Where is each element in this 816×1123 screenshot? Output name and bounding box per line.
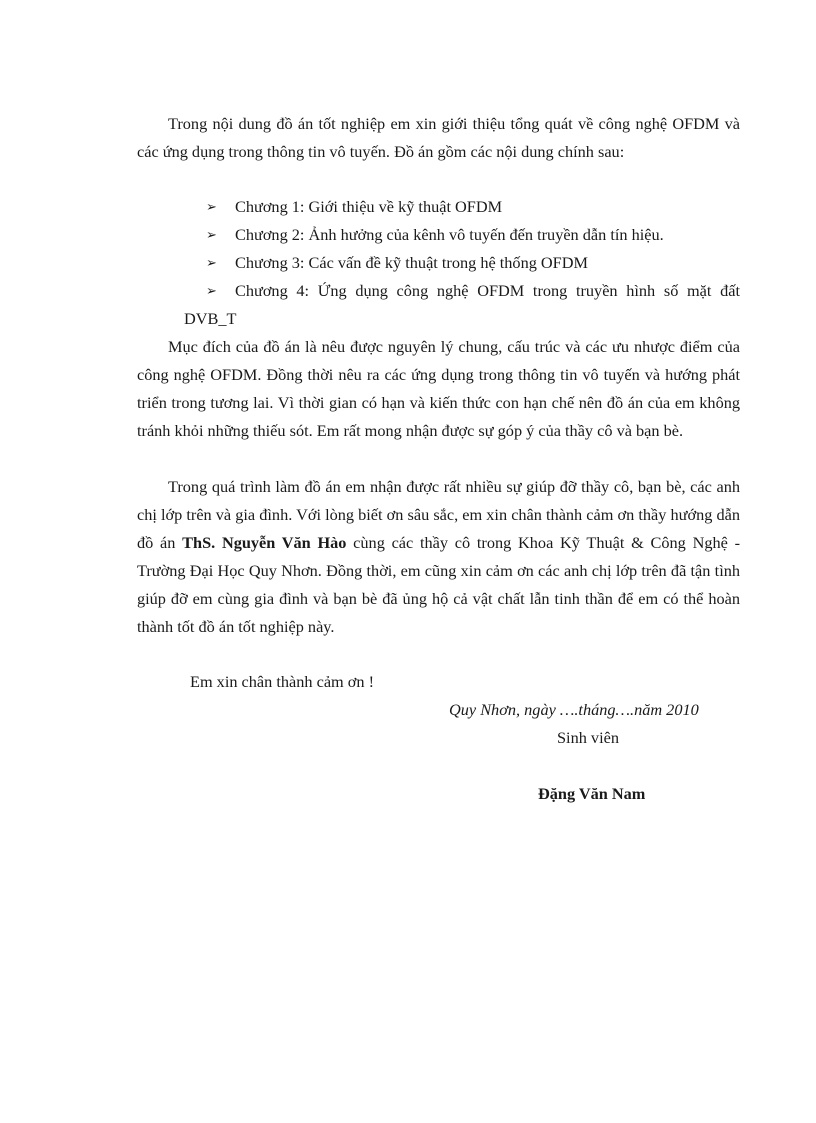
gratitude-paragraph	[137, 473, 740, 641]
signer-name: Đặng Văn Nam	[538, 784, 646, 803]
chapter-text: Chương 2: Ảnh hưởng của kênh vô tuyến đến truyền dẫn tín hiệu.	[235, 225, 664, 244]
place-date-line: Quy Nhơn, ngày ….tháng….năm 2010	[449, 700, 699, 719]
gratitude-text-after: cùng các thầy cô trong Khoa Kỹ Thuật & Công Nghệ - Trường Đại Học Quy Nhơn. Đồng thời, em cũng xin cảm ơn các anh chị lớp trên đã tận tình giúp đỡ em cùng gia đình và bạn bè đã ủng hộ cả vật chất lẫn tinh thần để em có thể hoàn thành tốt đồ án tốt nghiệp này.	[137, 533, 741, 636]
chapter-text: Chương 1: Giới thiệu về kỹ thuật OFDM	[235, 197, 503, 216]
bullet-arrow-icon: ➢	[206, 255, 217, 270]
purpose-paragraph: Mục đích của đồ án là nêu được nguyên lý chung, cấu trúc và các ưu nhược điểm của công nghệ OFDM. Đồng thời nêu ra các ứng dụng trong thông tin vô tuyến và hướng phát triển trong tương lai. Vì thời gian có hạn và kiến thức con hạn chế nên đồ án của em không tránh khỏi những thiếu sót. Em rất mong nhận được sự góp ý của thầy cô và bạn bè.	[137, 337, 740, 440]
bullet-arrow-icon: ➢	[206, 283, 217, 298]
signer-role: Sinh viên	[557, 728, 619, 747]
chapter-text: Chương 4: Ứng dụng công nghệ OFDM trong truyền hình số mặt đất	[235, 281, 740, 300]
chapter-item	[206, 249, 740, 277]
gratitude-text-before: Trong quá trình làm đồ án em nhận được rất nhiều sự giúp đỡ thầy cô, bạn bè, các anh chị lớp trên và gia đình. Với lòng biết ơn sâu sắc, em xin chân thành cảm ơn thầy hướng dẫn đồ án	[137, 477, 740, 552]
chapter-4-continuation: DVB_T	[184, 309, 237, 328]
chapter-text: Chương 3: Các vấn đề kỹ thuật trong hệ thống OFDM	[235, 253, 588, 272]
chapter-item	[206, 221, 740, 249]
bullet-arrow-icon: ➢	[206, 227, 217, 242]
bullet-arrow-icon: ➢	[206, 199, 217, 214]
chapter-item	[206, 193, 740, 221]
intro-paragraph: Trong nội dung đồ án tốt nghiệp em xin giới thiệu tổng quát về công nghệ OFDM và các ứng dụng trong thông tin vô tuyến. Đồ án gồm các nội dung chính sau:	[137, 114, 740, 161]
advisor-name: ThS. Nguyễn Văn Hào	[182, 533, 347, 552]
closing-thanks: Em xin chân thành cảm ơn !	[190, 672, 375, 691]
chapter-item	[206, 277, 740, 305]
